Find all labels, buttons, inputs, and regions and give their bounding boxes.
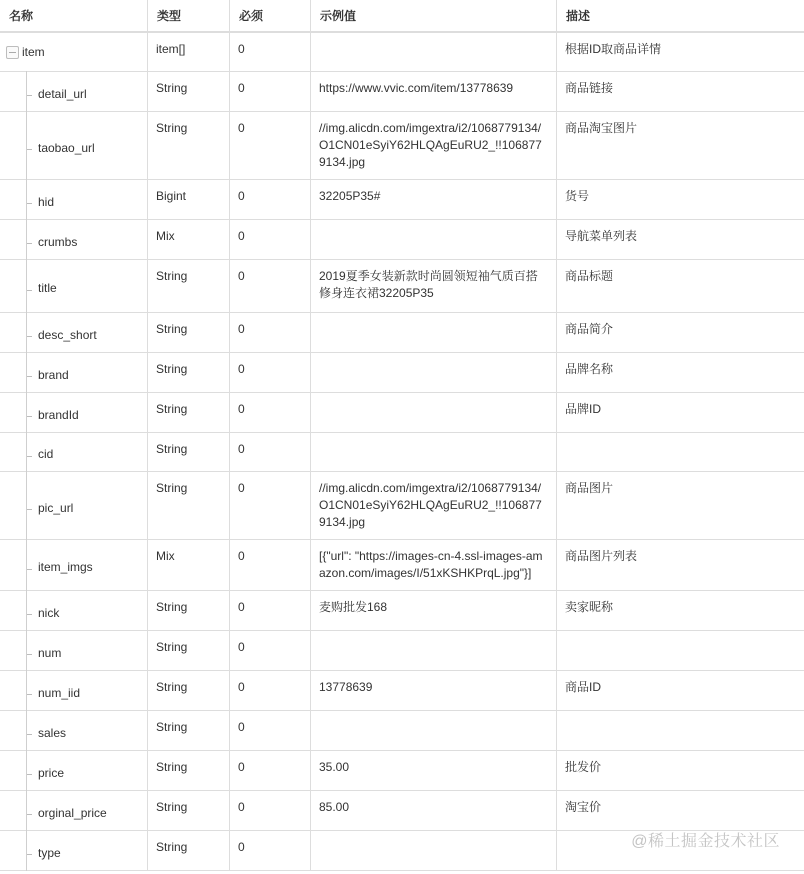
tree-branch-icon (27, 614, 32, 615)
tree-line-icon (26, 432, 27, 472)
example-cell: https://www.vvic.com/item/13778639 (311, 71, 557, 111)
name-cell (0, 259, 148, 312)
description-cell: 品牌名称 (557, 352, 804, 392)
description-cell: 商品ID (557, 670, 804, 710)
description-cell (557, 710, 804, 750)
table-row (0, 630, 804, 670)
tree-line-icon (26, 471, 27, 540)
type-cell: Mix (148, 219, 230, 259)
type-cell: String (148, 670, 230, 710)
tree-line-icon (26, 630, 27, 671)
example-cell: 32205P35# (311, 179, 557, 219)
table-header-row (0, 0, 804, 32)
tree-branch-icon (27, 814, 32, 815)
description-cell: 卖家昵称 (557, 590, 804, 630)
tree-branch-icon (27, 243, 32, 244)
tree-branch-icon (27, 509, 32, 510)
description-cell: 导航菜单列表 (557, 219, 804, 259)
tree-line-icon (26, 790, 27, 831)
name-cell (0, 539, 148, 590)
tree-branch-icon (27, 290, 32, 291)
tree-line-icon (26, 71, 27, 112)
required-cell: 0 (230, 670, 311, 710)
tree-branch-icon (27, 376, 32, 377)
field-name: type (38, 845, 61, 860)
tree-branch-icon (27, 854, 32, 855)
required-cell: 0 (230, 750, 311, 790)
field-name: sales (38, 725, 67, 740)
tree-line-icon (26, 179, 27, 220)
description-cell: 商品链接 (557, 71, 804, 111)
field-name: brandId (38, 407, 79, 422)
type-cell: String (148, 111, 230, 179)
header-description: 描述 (557, 0, 804, 32)
tree-branch-icon (27, 654, 32, 655)
table-row (0, 590, 804, 630)
name-cell (0, 352, 148, 392)
tree-line-icon (26, 111, 27, 180)
name-cell (0, 471, 148, 539)
name-cell (0, 219, 148, 259)
type-cell: String (148, 830, 230, 870)
name-cell (0, 71, 148, 111)
type-cell: Bigint (148, 179, 230, 219)
required-cell: 0 (230, 32, 311, 71)
example-cell: 35.00 (311, 750, 557, 790)
tree-branch-icon (27, 336, 32, 337)
type-cell: String (148, 710, 230, 750)
description-cell: 货号 (557, 179, 804, 219)
required-cell: 0 (230, 590, 311, 630)
tree-line-icon (26, 830, 27, 871)
description-cell: 品牌ID (557, 392, 804, 432)
table-row (0, 312, 804, 352)
name-cell (0, 830, 148, 870)
table-row (0, 179, 804, 219)
required-cell: 0 (230, 71, 311, 111)
description-cell: 商品简介 (557, 312, 804, 352)
table-row (0, 710, 804, 750)
example-cell: //img.alicdn.com/imgextra/i2/1068779134/O1CN01eSyiY62HLQAgEuRU2_!!1068779134.jpg (311, 471, 557, 539)
example-cell (311, 219, 557, 259)
name-cell (0, 312, 148, 352)
example-cell (311, 32, 557, 71)
required-cell: 0 (230, 259, 311, 312)
tree-line-icon (26, 392, 27, 433)
field-name: price (38, 765, 65, 780)
table-row (0, 670, 804, 710)
tree-line-icon (26, 539, 27, 591)
type-cell: String (148, 392, 230, 432)
table-row (0, 259, 804, 312)
type-cell: String (148, 471, 230, 539)
field-name: pic_url (38, 500, 74, 515)
name-cell (0, 392, 148, 432)
table-row (0, 392, 804, 432)
table-row (0, 111, 804, 179)
type-cell: Mix (148, 539, 230, 590)
description-cell: 根据ID取商品详情 (557, 32, 804, 71)
example-cell (311, 392, 557, 432)
example-cell (311, 630, 557, 670)
description-cell: 商品图片 (557, 471, 804, 539)
type-cell: String (148, 71, 230, 111)
table-row (0, 71, 804, 111)
type-cell: String (148, 750, 230, 790)
table-row-root (0, 32, 804, 71)
tree-line-icon (26, 710, 27, 751)
example-cell: [{"url": "https://images-cn-4.ssl-images-amazon.com/images/I/51xKSHKPrqL.jpg"}] (311, 539, 557, 590)
name-cell (0, 790, 148, 830)
example-cell (311, 432, 557, 471)
required-cell: 0 (230, 432, 311, 471)
type-cell: item[] (148, 32, 230, 71)
tree-line-icon (26, 312, 27, 353)
required-cell: 0 (230, 392, 311, 432)
type-cell: String (148, 790, 230, 830)
example-cell: //img.alicdn.com/imgextra/i2/1068779134/O1CN01eSyiY62HLQAgEuRU2_!!1068779134.jpg (311, 111, 557, 179)
tree-line-icon (26, 259, 27, 313)
field-name: num (38, 645, 62, 660)
table-row (0, 432, 804, 471)
example-cell: 85.00 (311, 790, 557, 830)
required-cell: 0 (230, 790, 311, 830)
table-row (0, 539, 804, 590)
header-required: 必须 (230, 0, 311, 32)
description-cell: 商品标题 (557, 259, 804, 312)
tree-branch-icon (27, 149, 32, 150)
field-name: title (38, 281, 57, 295)
required-cell: 0 (230, 179, 311, 219)
tree-line-icon (26, 352, 27, 393)
field-name: desc_short (38, 327, 97, 342)
tree-branch-icon (27, 774, 32, 775)
name-cell (0, 32, 148, 71)
table-row (0, 471, 804, 539)
example-cell: 13778639 (311, 670, 557, 710)
example-cell (311, 312, 557, 352)
table-row (0, 352, 804, 392)
tree-branch-icon (27, 416, 32, 417)
field-name: brand (38, 367, 69, 382)
name-cell (0, 432, 148, 471)
watermark: @稀土掘金技术社区 (631, 833, 780, 850)
field-name: hid (38, 194, 55, 209)
header-example: 示例值 (311, 0, 557, 32)
field-name: cid (38, 447, 54, 461)
type-cell: String (148, 630, 230, 670)
type-cell: String (148, 312, 230, 352)
description-cell: 淘宝价 (557, 790, 804, 830)
required-cell: 0 (230, 111, 311, 179)
table-row (0, 750, 804, 790)
required-cell: 0 (230, 830, 311, 870)
example-cell (311, 352, 557, 392)
name-cell (0, 630, 148, 670)
name-cell (0, 179, 148, 219)
field-name: num_iid (38, 685, 81, 700)
tree-line-icon (26, 590, 27, 631)
header-name: 名称 (0, 0, 148, 32)
type-cell: String (148, 259, 230, 312)
name-cell (0, 750, 148, 790)
tree-branch-icon (27, 456, 32, 457)
type-cell: String (148, 352, 230, 392)
tree-branch-icon (27, 95, 32, 96)
tree-line-icon (26, 219, 27, 260)
field-name: detail_url (38, 86, 87, 101)
name-cell (0, 710, 148, 750)
tree-branch-icon (27, 203, 32, 204)
required-cell: 0 (230, 219, 311, 259)
example-cell: 麦购批发168 (311, 590, 557, 630)
description-cell: 批发价 (557, 750, 804, 790)
table-row (0, 219, 804, 259)
required-cell: 0 (230, 539, 311, 590)
header-type: 类型 (148, 0, 230, 32)
description-cell (557, 432, 804, 471)
description-cell: 商品淘宝图片 (557, 111, 804, 179)
field-name: nick (38, 605, 60, 620)
collapse-minus-icon[interactable] (6, 46, 19, 59)
name-cell (0, 111, 148, 179)
required-cell: 0 (230, 471, 311, 539)
tree-line-icon (26, 670, 27, 711)
tree-branch-icon (27, 569, 32, 570)
required-cell: 0 (230, 710, 311, 750)
description-cell: 商品图片列表 (557, 539, 804, 590)
description-cell (557, 630, 804, 670)
required-cell: 0 (230, 352, 311, 392)
field-name: item (22, 45, 45, 60)
type-cell: String (148, 590, 230, 630)
field-name: orginal_price (38, 805, 107, 820)
example-cell (311, 710, 557, 750)
tree-branch-icon (27, 694, 32, 695)
field-name: taobao_url (38, 140, 95, 155)
table-row (0, 790, 804, 830)
name-cell (0, 590, 148, 630)
tree-line-icon (26, 750, 27, 791)
field-name: crumbs (38, 234, 78, 249)
field-name: item_imgs (38, 560, 93, 574)
example-cell: 2019夏季女装新款时尚圆领短袖气质百搭修身连衣裙32205P35 (311, 259, 557, 312)
name-cell (0, 670, 148, 710)
required-cell: 0 (230, 312, 311, 352)
type-cell: String (148, 432, 230, 471)
required-cell: 0 (230, 630, 311, 670)
example-cell (311, 830, 557, 870)
tree-branch-icon (27, 734, 32, 735)
